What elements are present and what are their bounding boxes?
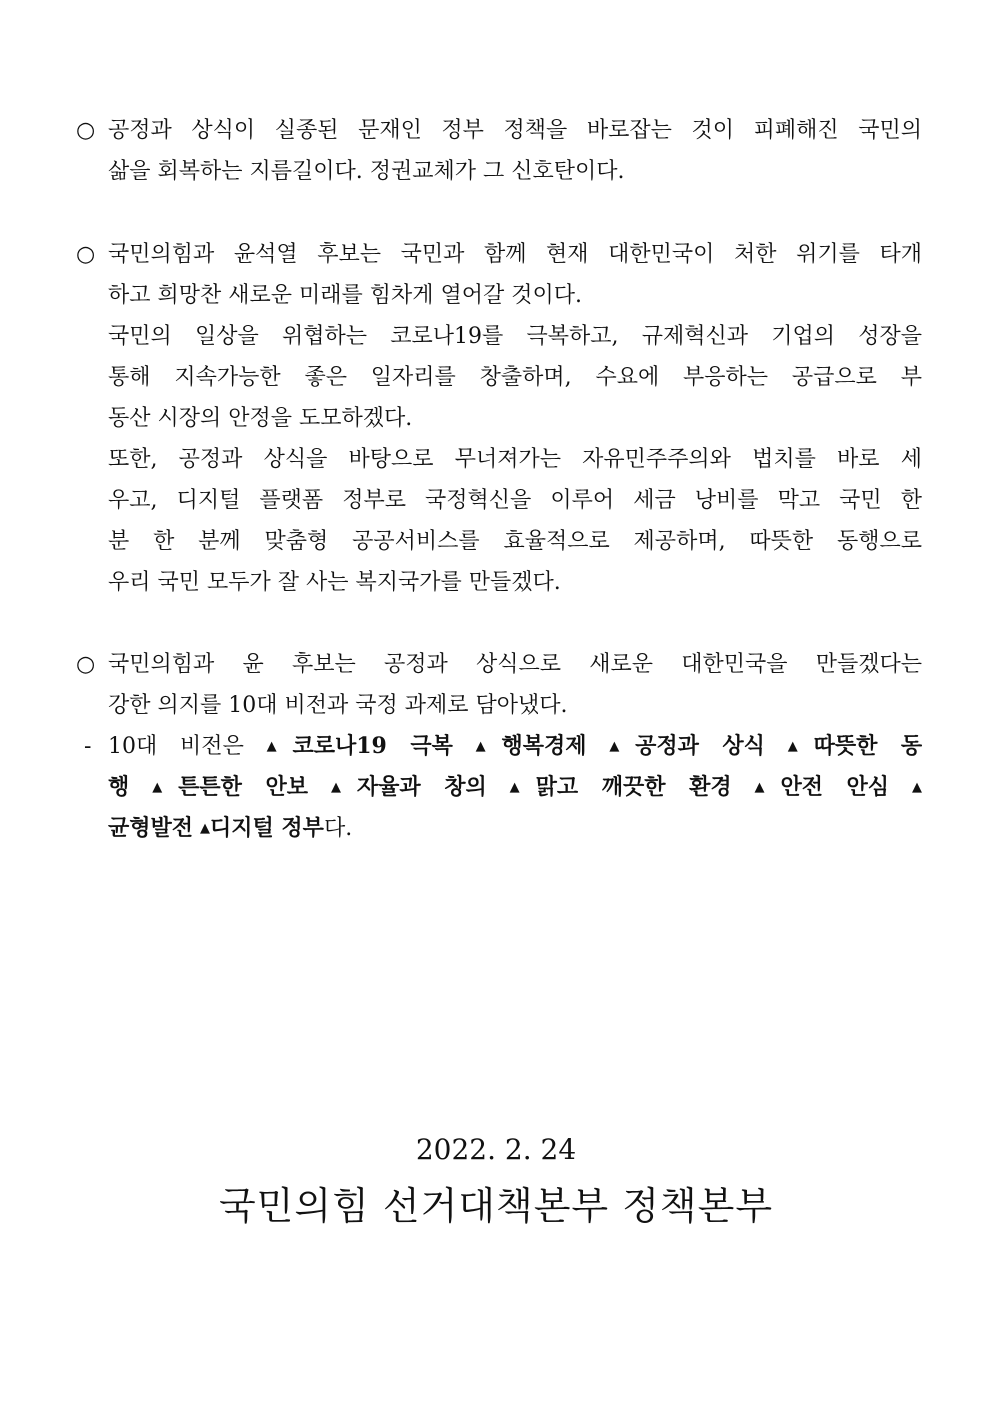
paragraph-text: 국민의힘과 윤석열 후보는 국민과 함께 현재 대한민국이 처한 위기를 타개 [108, 242, 922, 267]
paragraph-line [76, 439, 922, 480]
paragraph-text: 국민의힘과 윤 후보는 공정과 상식으로 새로운 대한민국을 만들겠다는 [108, 652, 922, 677]
dash-bullet-icon: - [84, 734, 92, 759]
paragraph-text: 강한 의지를 10대 비전과 국정 과제로 담아냈다. [108, 693, 568, 718]
vision-item: 맑고 깨끗한 환경 [535, 774, 732, 800]
triangle-marker-icon: ▲ [330, 780, 357, 795]
paragraph-3 [76, 644, 922, 726]
paragraph-text: 하고 희망찬 새로운 미래를 힘차게 열어갈 것이다. [108, 283, 582, 308]
paragraph-text: 공정과 상식이 실종된 문재인 정부 정책을 바로잡는 것이 피폐해진 국민의 [108, 118, 922, 143]
triangle-marker-icon: ▲ [266, 739, 293, 754]
visions-line [76, 808, 922, 849]
vision-item: 행복경제 [501, 733, 587, 759]
triangle-marker-icon: ▲ [609, 739, 636, 754]
paragraph-text: 분 한 분께 맞춤형 공공서비스를 효율적으로 제공하며, 따뜻한 동행으로 [108, 529, 922, 554]
circle-bullet-icon: ○ [76, 652, 96, 677]
paragraph-line [76, 398, 922, 439]
vision-item: 공정과 상식 [635, 733, 765, 759]
paragraph-2 [76, 234, 922, 603]
paragraph-text: 우리 국민 모두가 잘 사는 복지국가를 만들겠다. [108, 570, 561, 595]
triangle-marker-icon: ▲ [152, 780, 179, 795]
vision-item: 코로나19 극복 [292, 733, 453, 759]
vision-item: 따뜻한 동 [813, 733, 922, 759]
vision-item: 디지털 정부 [210, 815, 324, 841]
vision-item: 튼튼한 안보 [178, 774, 308, 800]
paragraph-text: 우고, 디지털 플랫폼 정부로 국정혁신을 이루어 세금 낭비를 막고 국민 한 [108, 488, 922, 513]
organization-name: 국민의힘 선거대책본부 정책본부 [218, 1184, 774, 1228]
paragraph-text: 통해 지속가능한 좋은 일자리를 창출하며, 수요에 부응하는 공급으로 부 [108, 365, 922, 390]
triangle-marker-icon: ▲ [475, 739, 502, 754]
vision-item: 행 [108, 774, 130, 800]
paragraph-line [76, 234, 922, 275]
triangle-marker-icon: ▲ [787, 739, 814, 754]
paragraph-line [76, 480, 922, 521]
paragraph-text: 동산 시장의 안정을 도모하겠다. [108, 406, 413, 431]
vision-item: 자율과 창의 [356, 774, 487, 800]
paragraph-line [76, 685, 922, 726]
paragraph-line [76, 521, 922, 562]
paragraph-line [76, 357, 922, 398]
paragraph-text: 또한, 공정과 상식을 바탕으로 무너져가는 자유민주주의와 법치를 바로 세 [108, 447, 922, 472]
paragraph-text: 국민의 일상을 위협하는 코로나19를 극복하고, 규제혁신과 기업의 성장을 [108, 324, 922, 349]
visions-line [76, 767, 922, 808]
paragraph-line [76, 644, 922, 685]
visions-ending: 다. [323, 816, 353, 841]
paragraph-1 [76, 110, 922, 192]
vision-item: 안전 안심 [780, 774, 890, 800]
circle-bullet-icon: ○ [76, 242, 96, 267]
visions-intro: 10대 비전은 [108, 734, 244, 759]
ten-visions-list [76, 726, 922, 849]
paragraph-line [76, 110, 922, 151]
paragraph-line [76, 275, 922, 316]
visions-line [76, 726, 922, 767]
paragraph-text: 삶을 회복하는 지름길이다. 정권교체가 그 신호탄이다. [108, 159, 625, 184]
release-date: 2022. 2. 24 [415, 1133, 577, 1166]
triangle-marker-icon: ▲ [200, 821, 211, 836]
paragraph-line [76, 151, 922, 192]
triangle-marker-icon: ▲ [912, 780, 922, 795]
triangle-marker-icon: ▲ [754, 780, 781, 795]
circle-bullet-icon: ○ [76, 118, 96, 143]
paragraph-line [76, 562, 922, 603]
paragraph-line [76, 316, 922, 357]
vision-item: 균형발전 [108, 815, 194, 841]
triangle-marker-icon: ▲ [509, 780, 536, 795]
